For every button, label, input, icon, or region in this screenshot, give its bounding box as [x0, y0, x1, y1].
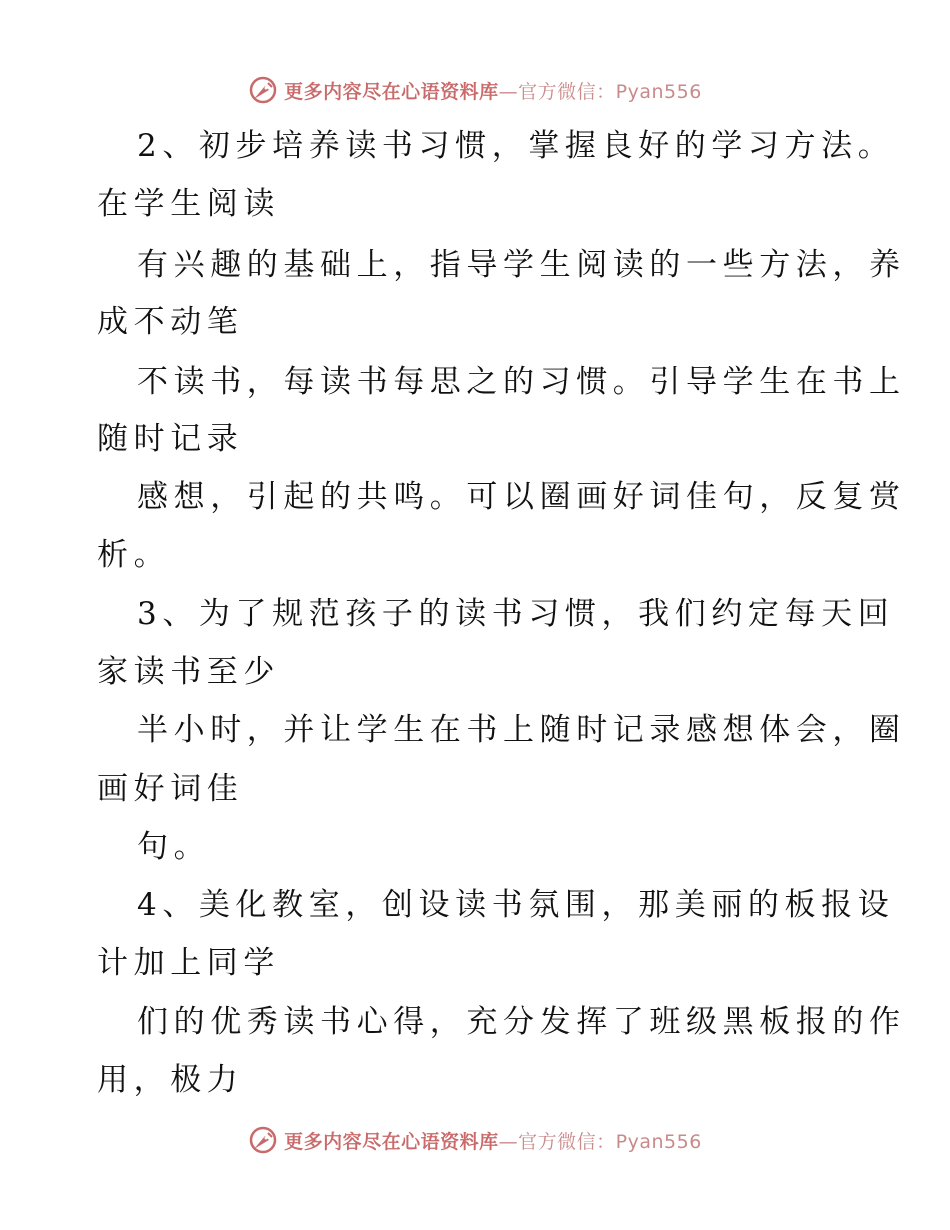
text-line: 感想，引起的共鸣。可以圈画好词佳句，反复赏	[137, 479, 906, 515]
footer-watermark	[0, 1120, 950, 1160]
watermark-main: 更多内容尽在心语资料库	[284, 1130, 499, 1153]
text-line: 画好词佳	[97, 771, 244, 807]
watermark-main: 更多内容尽在心语资料库	[284, 80, 499, 103]
watermark-rest: —官方微信：Pyan556	[498, 1130, 702, 1153]
text-line: 在学生阅读	[97, 186, 280, 222]
watermark-text	[284, 77, 702, 104]
watermark-text	[284, 1127, 702, 1154]
text-line: 不读书，每读书每思之的习惯。引导学生在书上	[137, 364, 906, 400]
text-line: 2、初步培养读书习惯，掌握良好的学习方法。	[137, 128, 895, 164]
text-line: 计加上同学	[97, 945, 280, 981]
text-line: 随时记录	[97, 421, 244, 457]
text-line: 成不动笔	[97, 304, 244, 340]
pen-nib-circle-icon	[248, 75, 278, 105]
text-line: 析。	[97, 537, 171, 573]
pen-nib-circle-icon	[248, 1125, 278, 1155]
text-line: 用，极力	[97, 1062, 244, 1098]
text-line: 们的优秀读书心得，充分发挥了班级黑板报的作	[137, 1004, 906, 1040]
text-line: 半小时，并让学生在书上随时记录感想体会，圈	[137, 712, 906, 748]
text-line: 4、美化教室，创设读书氛围，那美丽的板报设	[137, 887, 895, 923]
text-line: 有兴趣的基础上，指导学生阅读的一些方法，养	[137, 247, 906, 283]
header-watermark	[0, 70, 950, 110]
text-line: 句。	[137, 829, 211, 865]
text-line: 家读书至少	[97, 654, 280, 690]
watermark-rest: —官方微信：Pyan556	[498, 80, 702, 103]
text-line: 3、为了规范孩子的读书习惯，我们约定每天回	[137, 596, 895, 632]
